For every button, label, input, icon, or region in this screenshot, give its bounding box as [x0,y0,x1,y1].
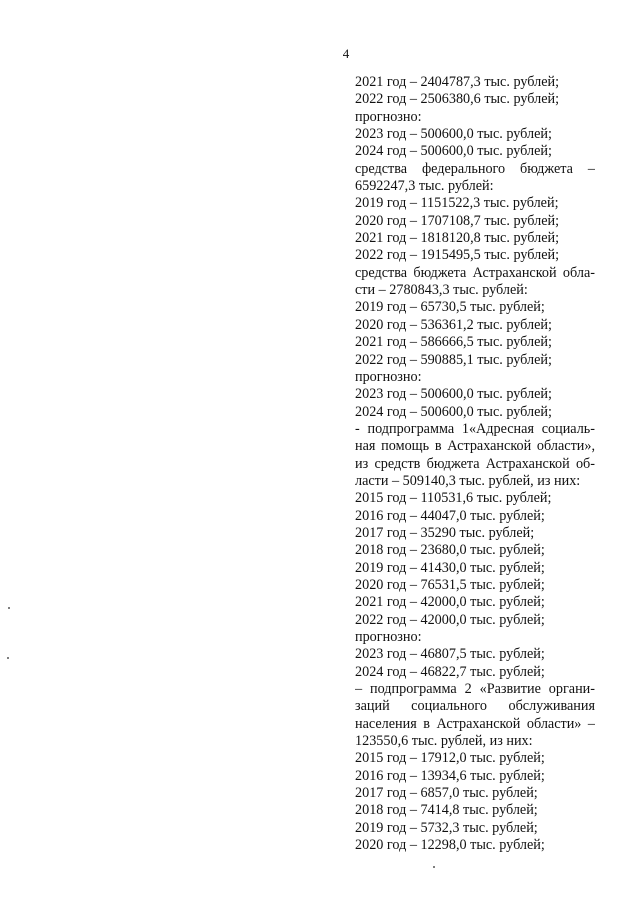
text-line: средства федерального бюджета – [355,160,595,177]
text-line: населения в Астраханской области» – [355,715,595,732]
text-line: 2020 год – 1707108,7 тыс. рублей; [355,212,560,229]
text-line: 2020 год – 536361,2 тыс. рублей; [355,316,552,333]
text-line: 2024 год – 500600,0 тыс. рублей; [355,403,552,420]
text-line: 2018 год – 7414,8 тыс. рублей; [355,802,538,819]
text-line: 2024 год – 46822,7 тыс. рублей; [355,663,545,680]
text-line: 2018 год – 23680,0 тыс. рублей; [355,542,545,559]
text-line: 2015 год – 17912,0 тыс. рублей; [355,750,545,767]
text-line: ласти – 509140,3 тыс. рублей, из них: [355,472,581,489]
text-line: 2021 год – 2404787,3 тыс. рублей; [355,74,560,90]
text-line: 2019 год – 5732,3 тыс. рублей; [355,819,538,836]
text-line: из средств бюджета Астраханской об- [355,455,595,472]
text-line: 2019 год – 41430,0 тыс. рублей; [355,559,545,576]
text-line: прогнозно: [355,368,422,385]
text-line: - подпрограмма 1«Адресная социаль- [355,420,595,437]
text-line: 123550,6 тыс. рублей, из них: [355,733,533,750]
text-line: 2015 год – 110531,6 тыс. рублей; [355,490,552,507]
text-line: 2021 год – 1818120,8 тыс. рублей; [355,230,560,247]
text-line: прогнозно: [355,108,422,125]
text-line: 2019 год – 65730,5 тыс. рублей; [355,299,545,316]
text-line: 2016 год – 13934,6 тыс. рублей; [355,767,545,784]
text-line: 2020 год – 12298,0 тыс. рублей; [355,837,545,854]
text-line: 2023 год – 500600,0 тыс. рублей; [355,386,552,403]
document-text-column [355,74,595,854]
text-line: 2024 год – 500600,0 тыс. рублей; [355,143,552,160]
text-line: 2019 год – 1151522,3 тыс. рублей; [355,195,559,212]
text-line: 2021 год – 586666,5 тыс. рублей; [355,334,552,351]
text-line: 2017 год – 6857,0 тыс. рублей; [355,785,538,802]
text-line: прогнозно: [355,629,422,645]
text-line: 2021 год – 42000,0 тыс. рублей; [355,594,545,611]
text-line: 2022 год – 590885,1 тыс. рублей; [355,351,552,368]
text-line: заций социального обслуживания [355,698,595,715]
text-line: ная помощь в Астраханской области», [355,438,595,455]
text-line: средства бюджета Астраханской обла- [355,264,595,281]
text-line: 2022 год – 2506380,6 тыс. рублей; [355,91,560,108]
scan-speck [8,607,10,609]
text-line: 2022 год – 42000,0 тыс. рублей; [355,611,545,628]
text-line: 2017 год – 35290 тыс. рублей; [355,524,535,541]
scan-speck [7,657,9,659]
text-line: 2020 год – 76531,5 тыс. рублей; [355,576,545,593]
text-line: – подпрограмма 2 «Развитие органи- [355,681,595,698]
text-line: 2023 год – 500600,0 тыс. рублей; [355,126,552,143]
page-number: 4 [342,46,350,61]
text-line: 6592247,3 тыс. рублей: [355,178,494,195]
text-line: сти – 2780843,3 тыс. рублей: [355,282,528,299]
text-line: 2023 год – 46807,5 тыс. рублей; [355,646,545,663]
text-line: 2022 год – 1915495,5 тыс. рублей; [355,247,560,264]
scan-speck [433,866,435,868]
text-line: 2016 год – 44047,0 тыс. рублей; [355,507,545,524]
